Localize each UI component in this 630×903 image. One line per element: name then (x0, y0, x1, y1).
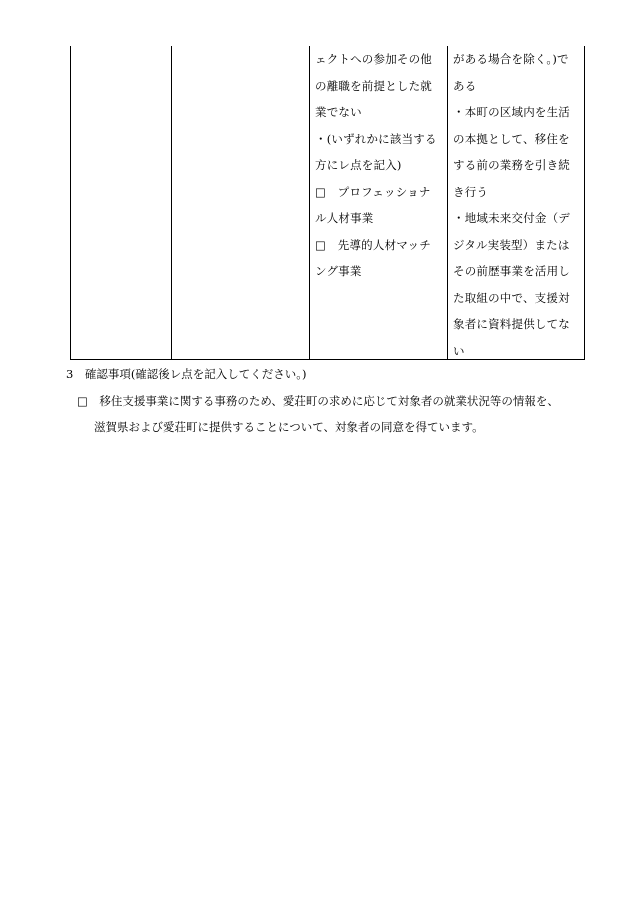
cell-line: ジタル実装型）または (453, 237, 570, 252)
table-column-divider (309, 46, 310, 359)
table-column-divider (171, 46, 172, 359)
cell-line: い (453, 343, 465, 358)
cell-line: ・地域未来交付金（デ (453, 211, 570, 225)
table-cell-conditions (315, 46, 445, 285)
checkbox-leading-talent-matching[interactable]: □ 先導的人材マッチ (315, 237, 431, 252)
cell-line: ング事業 (315, 264, 362, 278)
table-column-divider (447, 46, 448, 359)
cell-line: する前の業務を引き続 (453, 158, 570, 172)
table-cell-requirements (453, 46, 583, 364)
cell-line: ・(いずれかに該当する (315, 131, 437, 146)
checkbox-professional-talent[interactable]: □ プロフェッショナ (315, 184, 431, 199)
cell-line: その前歴事業を活用し (453, 264, 570, 278)
cell-line: ある (453, 78, 477, 93)
cell-line: ェクトへの参加その他 (315, 52, 432, 66)
cell-line: の本拠として、移住を (453, 131, 570, 146)
cell-line: 業でない (315, 105, 362, 119)
cell-line: ル人材事業 (315, 211, 374, 225)
cell-line: 象者に資料提供してな (453, 317, 570, 331)
cell-line: の離職を前提とした就 (315, 78, 432, 93)
cell-line: がある場合を除く。)で (453, 52, 569, 66)
consent-checkbox-item[interactable]: □ 移住支援事業に関する事務のため、愛荘町の求めに応じて対象者の就業状況等の情報を、 (77, 394, 559, 408)
eligibility-table (70, 46, 585, 360)
cell-line: 方にレ点を記入) (315, 158, 402, 172)
section-3-title: 3 確認事項(確認後レ点を記入してください。) (66, 367, 307, 381)
consent-item-continuation: 滋賀県および愛荘町に提供することについて、対象者の同意を得ています。 (94, 420, 484, 434)
cell-line: た取組の中で、支援対 (453, 290, 570, 305)
cell-line: き行う (453, 184, 489, 199)
cell-line: ・本町の区域内を生活 (453, 105, 570, 119)
